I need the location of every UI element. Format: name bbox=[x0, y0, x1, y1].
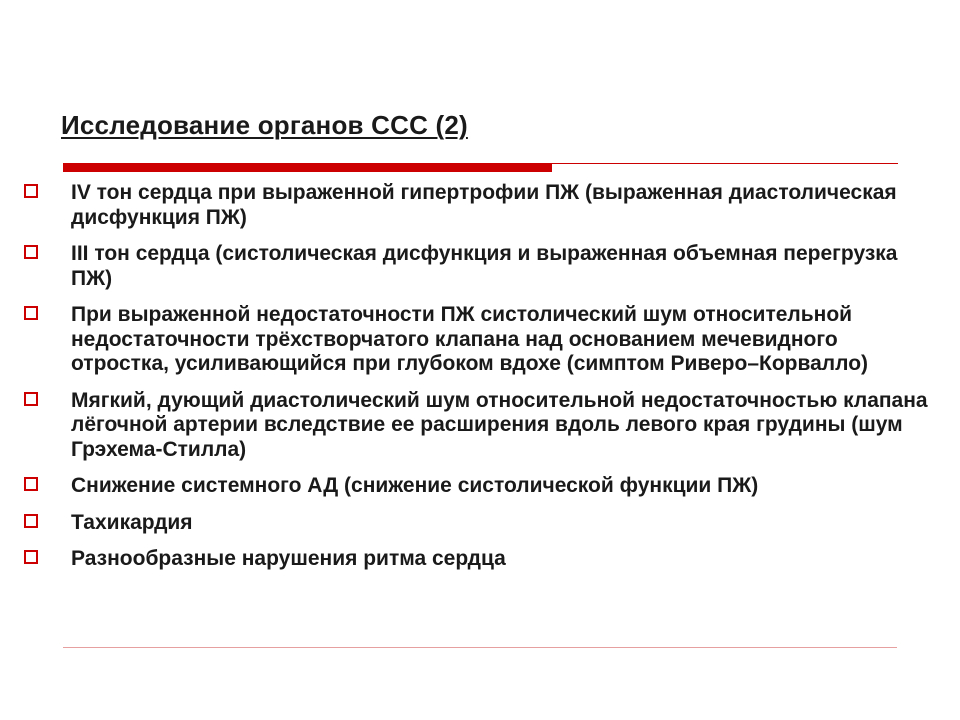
bullet-item bbox=[24, 242, 929, 291]
bullet-text: III тон сердца (систолическая дисфункция и выраженная объемная перегрузка ПЖ) bbox=[71, 242, 898, 290]
bullet-item bbox=[24, 181, 929, 230]
bullet-text: Снижение системного АД (снижение систолической функции ПЖ) bbox=[71, 474, 759, 497]
hollow-square-bullet-icon bbox=[24, 514, 38, 528]
title-accent-bar bbox=[63, 163, 552, 172]
bullet-text: Разнообразные нарушения ритма сердца bbox=[71, 547, 506, 570]
bullet-item bbox=[24, 511, 929, 536]
bullet-text: При выраженной недостаточности ПЖ систолический шум относительной недостаточности трёхстворчатого клапана над основанием мечевидного отростка, усиливающийся при глубоком вдохе (симптом Риверо–Корвалло) bbox=[71, 303, 869, 375]
hollow-square-bullet-icon bbox=[24, 550, 38, 564]
bullet-text: Тахикардия bbox=[71, 510, 193, 534]
bullet-text: Мягкий, дующий диастолический шум относительной недостаточностью клапана лёгочной артерии вследствие ее расширения вдоль левого края грудины (шум Грэхема-Стилла) bbox=[71, 388, 928, 461]
hollow-square-bullet-icon bbox=[24, 477, 38, 491]
title-divider-line bbox=[552, 163, 898, 164]
bullet-item bbox=[24, 547, 929, 572]
bullet-text: IV тон сердца при выраженной гипертрофии ПЖ (выраженная диастолическая дисфункция ПЖ) bbox=[71, 181, 897, 229]
footer-divider-line bbox=[63, 647, 897, 648]
slide-title: Исследование органов ССС (2) bbox=[61, 110, 468, 140]
hollow-square-bullet-icon bbox=[24, 245, 38, 259]
bullet-list bbox=[24, 181, 929, 584]
hollow-square-bullet-icon bbox=[24, 306, 38, 320]
bullet-item bbox=[24, 389, 929, 463]
bullet-item bbox=[24, 303, 929, 377]
hollow-square-bullet-icon bbox=[24, 184, 38, 198]
bullet-item bbox=[24, 474, 929, 499]
hollow-square-bullet-icon bbox=[24, 392, 38, 406]
